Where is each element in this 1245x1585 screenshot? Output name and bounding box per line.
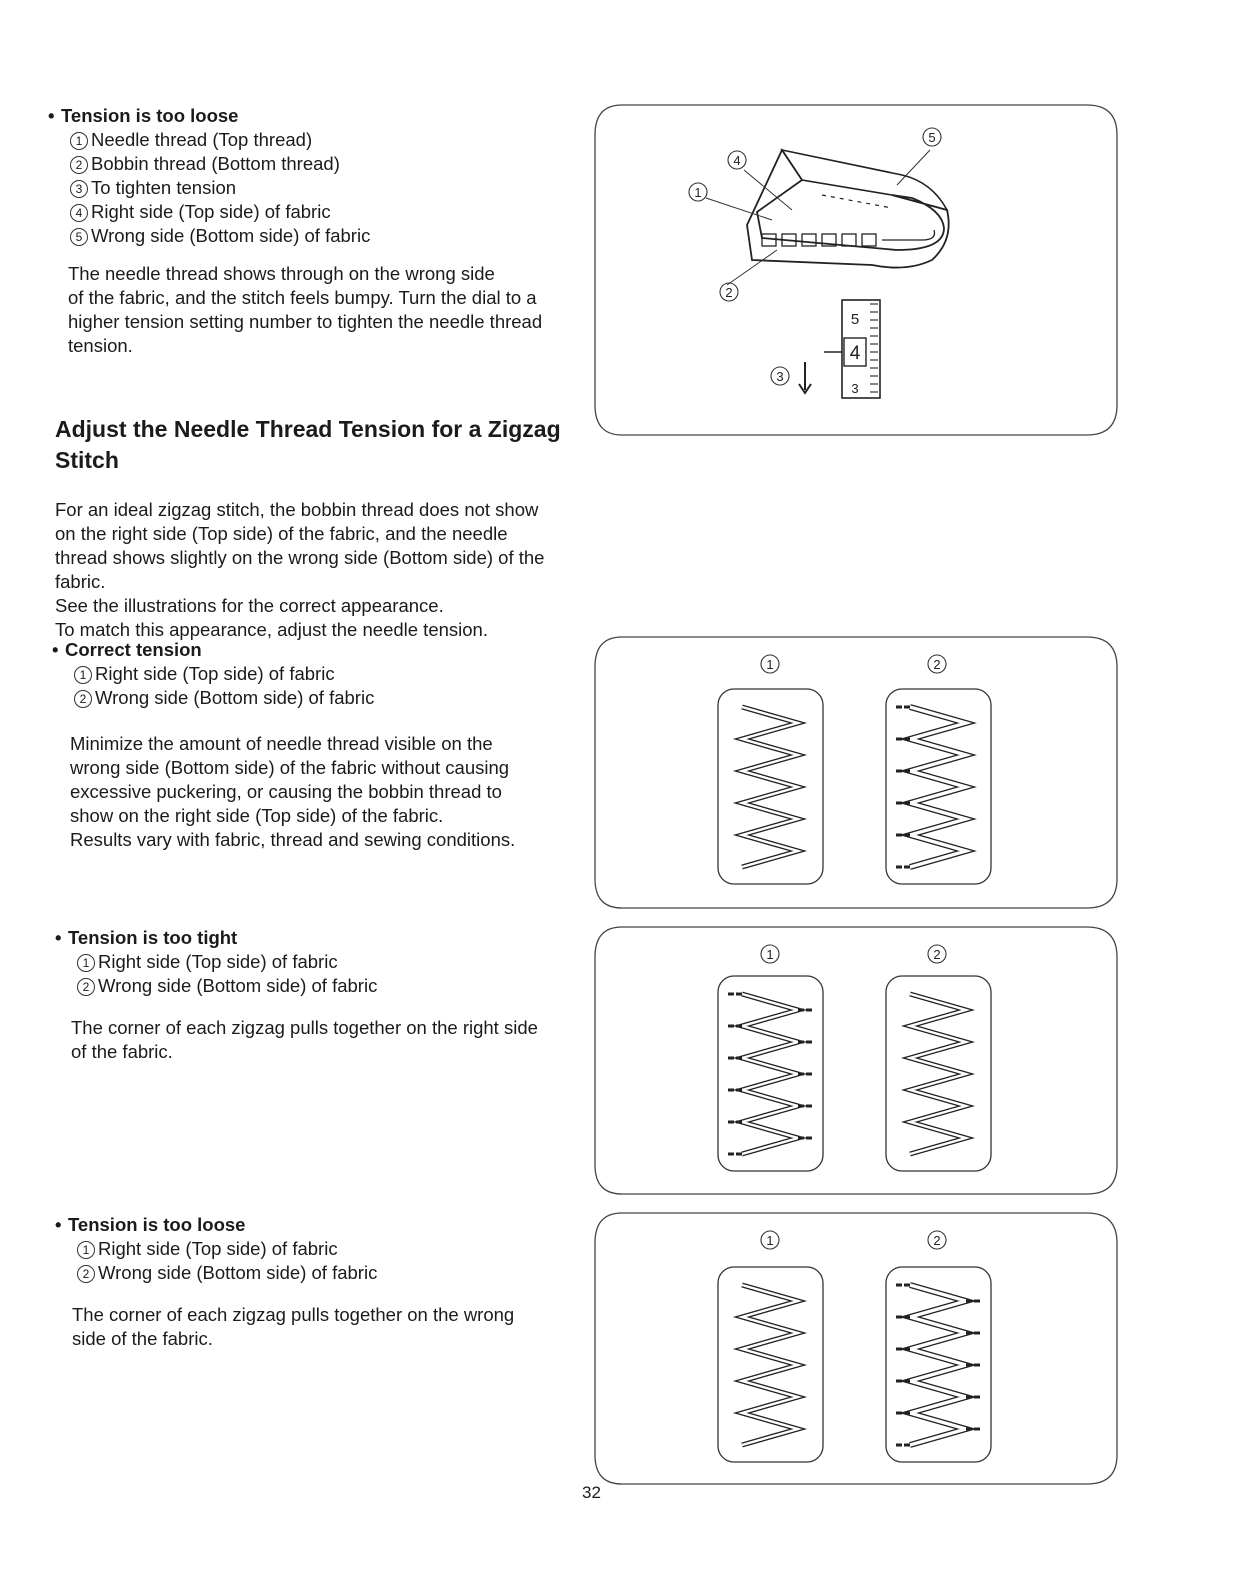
fabric-swatch-wrong-side bbox=[886, 976, 991, 1171]
dial-number-4: 4 bbox=[849, 343, 861, 364]
circled-number: 3 bbox=[70, 180, 88, 198]
bullet-dot: • bbox=[55, 1214, 62, 1235]
heading-line: Adjust the Needle Thread Tension for a Zigzag bbox=[55, 416, 561, 442]
callout-4: 4 bbox=[733, 153, 741, 168]
list-item-text: Right side (Top side) of fabric bbox=[98, 951, 338, 972]
paragraph-line: side of the fabric. bbox=[72, 1328, 213, 1349]
bullet-heading bbox=[52, 638, 515, 662]
paragraph-line: The corner of each zigzag pulls together on the wrong bbox=[72, 1304, 515, 1325]
bullet-heading bbox=[55, 926, 538, 950]
list-item bbox=[48, 128, 542, 152]
circled-number: 4 bbox=[70, 204, 88, 222]
list-item bbox=[48, 176, 542, 200]
list-item-text: Right side (Top side) of fabric bbox=[95, 663, 335, 684]
panel-label-1: 1 bbox=[766, 947, 774, 962]
paragraph-line: show on the right side (Top side) of the fabric. bbox=[70, 805, 444, 826]
panel-frame bbox=[595, 1213, 1117, 1484]
list-item-text: Wrong side (Bottom side) of fabric bbox=[98, 975, 378, 996]
list-item-text: Right side (Top side) of fabric bbox=[91, 201, 331, 222]
paragraph-line: tension. bbox=[68, 335, 133, 356]
circled-number: 2 bbox=[70, 156, 88, 174]
callout-2: 2 bbox=[725, 285, 733, 300]
panel-label-2: 2 bbox=[933, 1233, 941, 1248]
circled-number: 2 bbox=[77, 1265, 95, 1283]
paragraph-line: wrong side (Bottom side) of the fabric without causing bbox=[70, 757, 510, 778]
paragraph-line: of the fabric, and the stitch feels bumpy. Turn the dial to a bbox=[68, 287, 537, 308]
list-item bbox=[48, 152, 542, 176]
paragraph-line: Results vary with fabric, thread and sewing conditions. bbox=[70, 829, 516, 850]
paragraph bbox=[55, 1016, 538, 1064]
dial-number-3: 3 bbox=[851, 381, 859, 396]
paragraph-line: The corner of each zigzag pulls together on the right side bbox=[71, 1017, 538, 1038]
bullet-heading bbox=[48, 104, 542, 128]
panel-label-1: 1 bbox=[766, 1233, 774, 1248]
paragraph-line: of the fabric. bbox=[71, 1041, 173, 1062]
paragraph-line: thread shows slightly on the wrong side (Bottom side) of the bbox=[55, 547, 545, 568]
figure-too-loose bbox=[592, 1210, 1122, 1488]
fabric-swatch-right-side bbox=[718, 1267, 823, 1462]
intro-paragraph bbox=[55, 498, 544, 642]
list-item bbox=[48, 224, 542, 248]
list-item-text: Wrong side (Bottom side) of fabric bbox=[98, 1262, 378, 1283]
bullet-heading-text: Tension is too loose bbox=[68, 1214, 246, 1235]
bullet-dot: • bbox=[55, 927, 62, 948]
callout-5: 5 bbox=[928, 130, 936, 145]
circled-number: 5 bbox=[70, 228, 88, 246]
panel-frame bbox=[595, 637, 1117, 908]
list-item bbox=[55, 974, 538, 998]
bullet-dot: • bbox=[48, 105, 55, 126]
panel-frame bbox=[595, 927, 1117, 1194]
page-number: 32 bbox=[582, 1483, 601, 1502]
list-item-text: Bobbin thread (Bottom thread) bbox=[91, 153, 340, 174]
panel-label-2: 2 bbox=[933, 657, 941, 672]
list-item bbox=[55, 950, 538, 974]
list-item bbox=[48, 200, 542, 224]
list-item-text: Wrong side (Bottom side) of fabric bbox=[95, 687, 375, 708]
bullet-heading-text: Tension is too loose bbox=[61, 105, 239, 126]
paragraph-line: on the right side (Top side) of the fabric, and the needle bbox=[55, 523, 508, 544]
circled-number: 2 bbox=[74, 690, 92, 708]
circled-number: 2 bbox=[77, 978, 95, 996]
fabric-stitch-row bbox=[822, 195, 892, 208]
fabric-swatch-right-side bbox=[718, 689, 823, 884]
paragraph-line: Minimize the amount of needle thread visible on the bbox=[70, 733, 493, 754]
paragraph-line: For an ideal zigzag stitch, the bobbin thread does not show bbox=[55, 499, 539, 520]
list-item bbox=[52, 686, 515, 710]
paragraph-line: To match this appearance, adjust the needle tension. bbox=[55, 619, 488, 640]
paragraph bbox=[55, 1303, 514, 1351]
paragraph-line: The needle thread shows through on the wrong side bbox=[68, 263, 495, 284]
bullet-heading-text: Tension is too tight bbox=[68, 927, 238, 948]
paragraph-line: fabric. bbox=[55, 571, 106, 592]
section-too-tight bbox=[55, 926, 538, 1064]
heading-line: Stitch bbox=[55, 447, 119, 473]
paragraph bbox=[48, 262, 542, 358]
list-item bbox=[55, 1261, 514, 1285]
figure-correct-tension bbox=[592, 634, 1122, 912]
list-item-text: Needle thread (Top thread) bbox=[91, 129, 313, 150]
section-too-loose-straight bbox=[48, 104, 542, 358]
figure-too-tight bbox=[592, 924, 1122, 1198]
list-item-text: To tighten tension bbox=[91, 177, 237, 198]
arrow-icon bbox=[799, 362, 811, 393]
callout-3: 3 bbox=[776, 369, 784, 384]
tension-dial bbox=[842, 300, 880, 398]
circled-number: 1 bbox=[74, 666, 92, 684]
dial-number-5: 5 bbox=[850, 311, 860, 328]
section-correct-tension bbox=[52, 638, 515, 852]
list-item-text: Right side (Top side) of fabric bbox=[98, 1238, 338, 1259]
bullet-heading-text: Correct tension bbox=[65, 639, 202, 660]
panel-label-1: 1 bbox=[766, 657, 774, 672]
paragraph-line: excessive puckering, or causing the bobbin thread to bbox=[70, 781, 502, 802]
paragraph-line: higher tension setting number to tighten the needle thread bbox=[68, 311, 543, 332]
bullet-dot: • bbox=[52, 639, 59, 660]
callout-1: 1 bbox=[694, 185, 702, 200]
panel-label-2: 2 bbox=[933, 947, 941, 962]
circled-number: 1 bbox=[77, 1241, 95, 1259]
list-item-text: Wrong side (Bottom side) of fabric bbox=[91, 225, 371, 246]
paragraph-line: See the illustrations for the correct appearance. bbox=[55, 595, 444, 616]
circled-number: 1 bbox=[77, 954, 95, 972]
circled-number: 1 bbox=[70, 132, 88, 150]
paragraph bbox=[52, 732, 515, 852]
section-too-loose-zigzag bbox=[55, 1213, 514, 1351]
figure-fabric-dial bbox=[592, 100, 1122, 440]
bullet-heading bbox=[55, 1213, 514, 1237]
section-heading bbox=[55, 414, 561, 476]
fabric-bottom-layer bbox=[782, 150, 947, 210]
list-item bbox=[55, 1237, 514, 1261]
list-item bbox=[52, 662, 515, 686]
